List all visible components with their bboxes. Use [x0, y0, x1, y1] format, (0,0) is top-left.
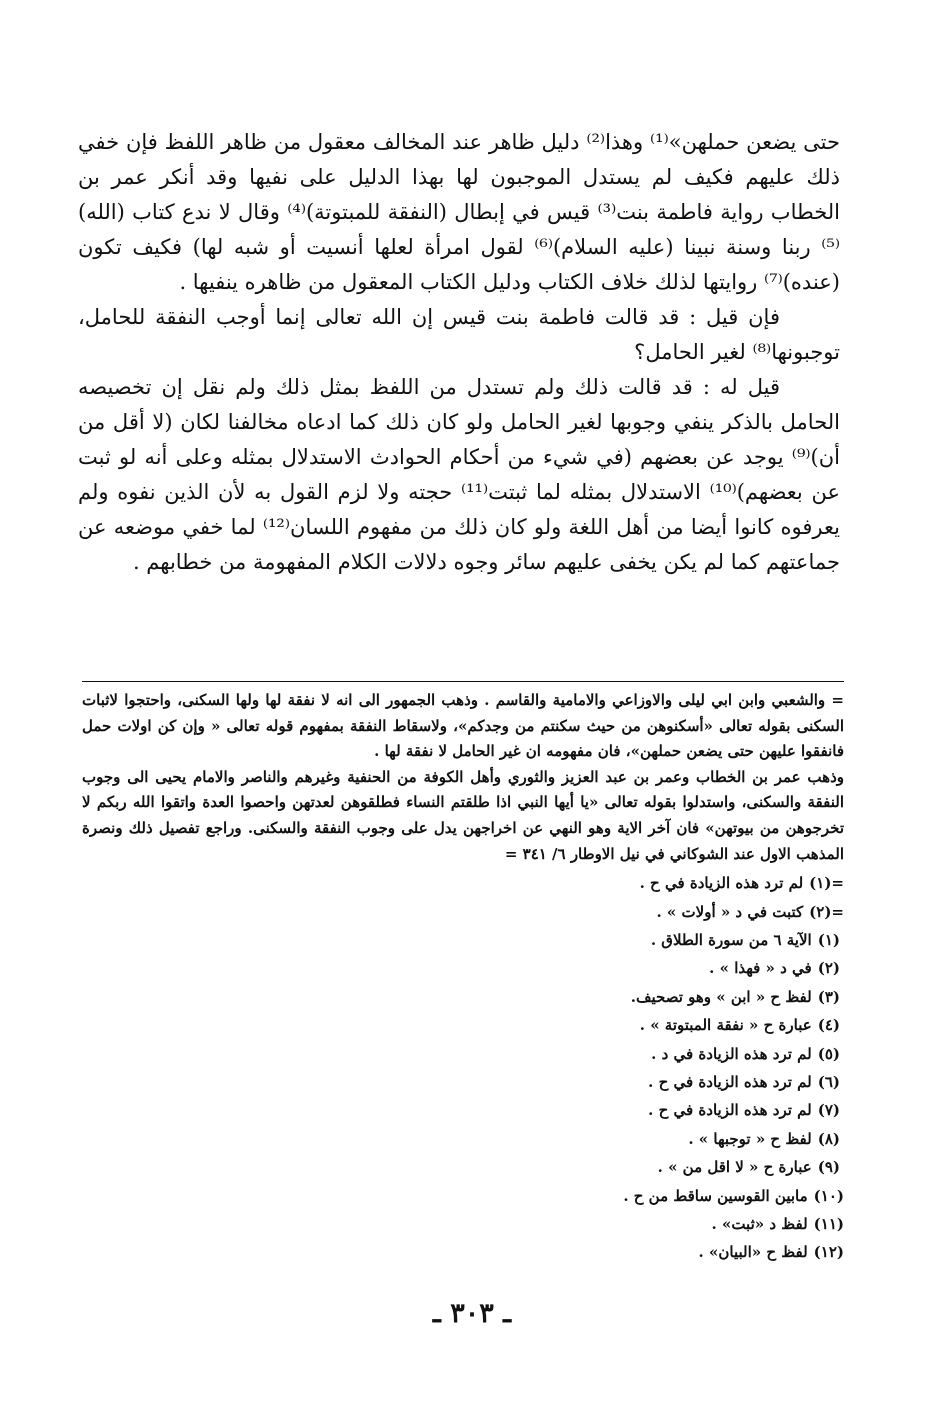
footnote-text: لم ترد هذه الزيادة في ح . — [639, 874, 804, 893]
footnote-text: عبارة ح « لا اقل من » . — [657, 1158, 812, 1177]
main-text — [78, 125, 840, 580]
footnote-number: (٥) — [817, 1044, 840, 1063]
footnote-number: (١٢) — [813, 1243, 844, 1262]
footnote-item — [82, 983, 844, 1011]
footnote-number: (٩) — [817, 1158, 840, 1177]
footnote-text: عبارة ح « نفقة المبتوتة » . — [639, 1016, 812, 1035]
paragraph-3: قيل له : قد قالت ذلك ولم تستدل من اللفظ بمثل ذلك ولم نقل إن تخصيصه الحامل بالذكر ينفي وجوبها لغير الحامل ولو كان ذلك كما ادعاه مخالفنا لكان (لا أقل من أن)⁽⁹⁾ يوجد عن بعضهم (في شيء من أحكام الحوادث الاستدلال بمثله وعلى أنه لو ثبت عن بعضهم)⁽¹⁰⁾ الاستدلال بمثله لما ثبتت⁽¹¹⁾ حجته ولا لزم القول به لأن الذين نفوه ولم يعرفوه كانوا أيضا من أهل اللغة ولو كان ذلك من مفهوم اللسان⁽¹²⁾ لما خفي موضعه عن جماعتهم كما لم يكن يخفى عليهم سائر وجوه دلالات الكلام المفهومة من خطابهم . — [78, 375, 840, 574]
footnote-item — [82, 898, 844, 926]
footnote-text: لفظ ح « ابن » وهو تصحيف. — [630, 987, 812, 1006]
footnote-item — [82, 1153, 844, 1181]
footnote-number: (٢) — [817, 959, 840, 978]
footnotes-section — [82, 688, 844, 1267]
paragraph-1: حتى يضعن حملهن»⁽¹⁾ وهذا⁽²⁾ دليل ظاهر عند المخالف معقول من ظاهر اللفظ فإن خفي ذلك عليهم فكيف لم يستدل الموجبون لها بهذا الدليل على نفيها وقد أنكر عمر بن الخطاب رواية فاطمة بنت⁽³⁾ قيس في إبطال (النفقة للمبتوتة)⁽⁴⁾ وقال لا ندع كتاب (الله)⁽⁵⁾ ربنا وسنة نبينا (عليه السلام)⁽⁶⁾ لقول امرأة لعلها أنسيت أو شبه لها) فكيف تكون (عنده)⁽⁷⁾ روايتها لذلك خلاف الكتاب ودليل الكتاب المعقول من ظاهره ينفيها . — [78, 130, 840, 294]
paragraph-2: فإن قيل : قد قالت فاطمة بنت قيس إن الله تعالى إنما أوجب النفقة للحامل، توجبونها⁽⁸⁾ لغير الحامل؟ — [78, 305, 840, 364]
footnote-text: الآية ٦ من سورة الطلاق . — [650, 930, 812, 949]
footnote-divider — [82, 681, 844, 682]
footnote-text: لفظ ح « توجبها » . — [688, 1129, 812, 1148]
footnote-item — [82, 1011, 844, 1039]
footnote-number: (١٠) — [813, 1186, 844, 1205]
footnote-number: (٦) — [817, 1073, 840, 1091]
footnote-carryover — [82, 688, 844, 867]
footnote-text: مابين القوسين ساقط من ح . — [623, 1186, 808, 1205]
footnote-text: لفظ د «ثبت» . — [711, 1215, 808, 1234]
footnote-number: (٤) — [817, 1016, 840, 1035]
footnote-number: (١١) — [813, 1215, 844, 1234]
footnote-item — [82, 1096, 844, 1124]
footnote-item — [82, 1238, 844, 1266]
footnote-item — [82, 954, 844, 982]
footnote-item — [82, 869, 844, 897]
footnote-item — [82, 1182, 844, 1210]
footnote-item — [82, 1040, 844, 1068]
footnote-list — [82, 869, 844, 1267]
footnote-carryover-paragraph: = والشعبي وابن ابي ليلى والاوزاعي والامامية والقاسم . وذهب الجمهور الى انه لا نفقة لها ولها السكنى، واحتجوا لاثبات السكنى بقوله تعالى «أسكنوهن من حيث سكنتم من وجدكم»، ولاسقاط النفقة بمفهوم قوله تعالى « وإن كن اولات حمل فانفقوا عليهن حتى يضعن حملهن»، فان مفهومه ان غير الحامل لا نفقة لها . — [82, 691, 844, 761]
footnote-number: (٧) — [817, 1101, 840, 1120]
footnote-carryover-paragraph: وذهب عمر بن الخطاب وعمر بن عبد العزيز والثوري وأهل الكوفة من الحنفية وغيرهم والناصر والامام يحيى الى وجوب النفقة والسكنى، واستدلوا بقوله تعالى «يا أيها النبي اذا طلقتم النساء فطلقوهن لعدتهن واحصوا العدة واتقوا الله ربكم لا تخرجوهن من بيوتهن» فان آخر الاية وهو النهي عن اخراجهن يدل على وجوب النفقة والسكنى. وراجع تفصيل ذلك ونصرة المذهب الاول عند الشوكاني في نيل الاوطار ٦/ ٣٤١ = — [82, 767, 844, 863]
footnote-item — [82, 1210, 844, 1238]
footnote-item — [82, 1125, 844, 1153]
footnote-number: =(١) — [809, 874, 844, 893]
footnote-number: =(٢) — [809, 902, 844, 921]
footnote-number: (٨) — [817, 1129, 840, 1148]
page-number: ـ ٣٠٣ ـ — [432, 1298, 512, 1329]
footnote-text: لم ترد هذه الزيادة في د . — [651, 1044, 812, 1063]
footnote-text: في د « فهذا » . — [709, 959, 812, 978]
footnote-number: (١) — [817, 930, 840, 949]
footnote-text: لم ترد هذه الزيادة في ح . — [648, 1101, 812, 1120]
footnote-item — [82, 1068, 844, 1096]
footnote-number: (٣) — [817, 987, 840, 1006]
footnote-item — [82, 926, 844, 954]
footnote-text: لفظ ح «البيان» . — [698, 1243, 808, 1262]
footnote-text: لم ترد هذه الزيادة في ح . — [648, 1073, 812, 1091]
footnote-text: كتبت في د « أولات » . — [656, 902, 804, 921]
